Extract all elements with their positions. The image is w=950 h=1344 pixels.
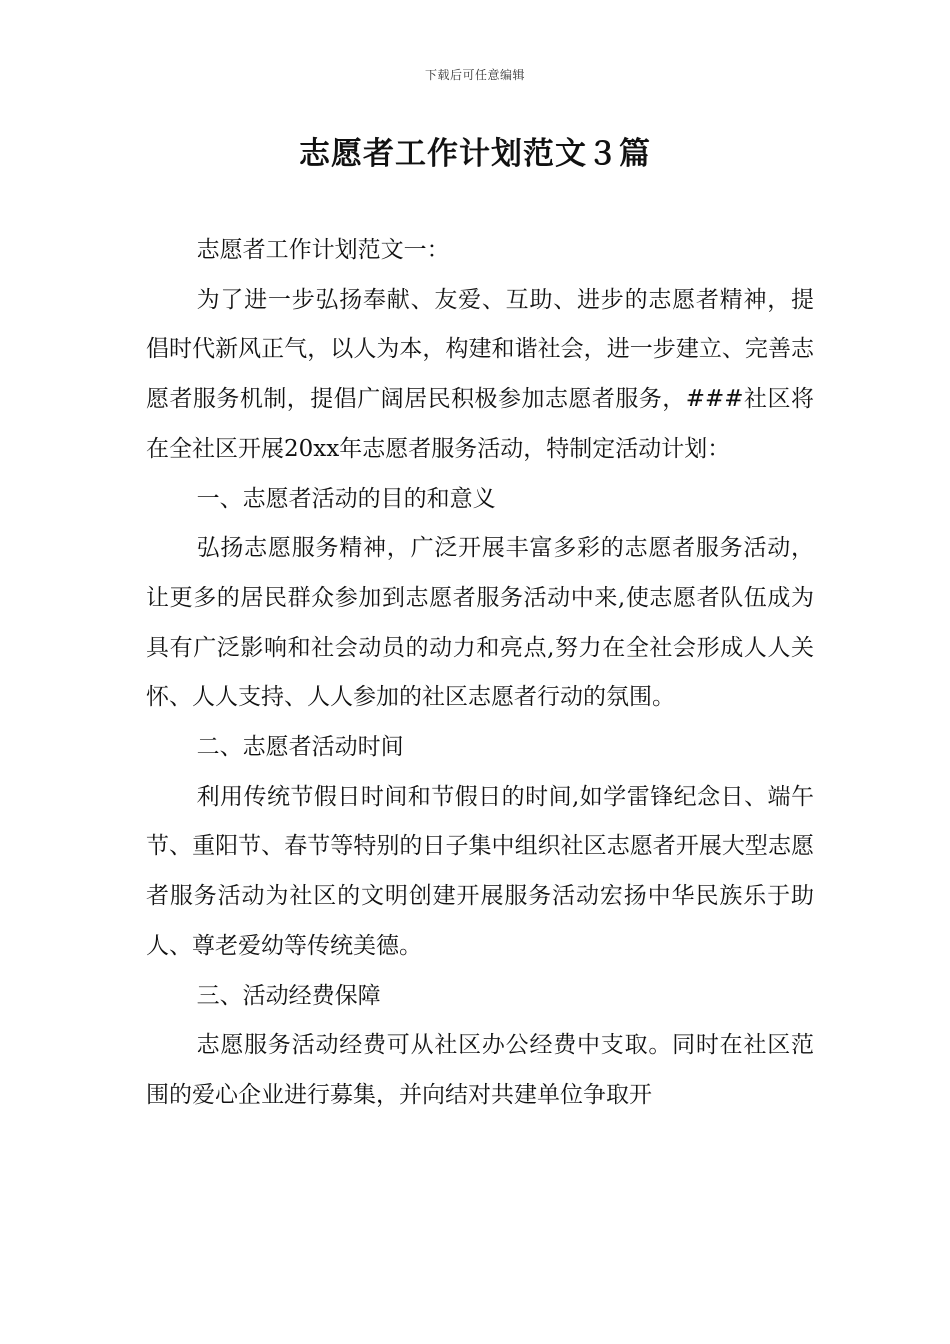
document-body	[146, 226, 814, 1121]
funding-paragraph: 志愿服务活动经费可从社区办公经费中支取。同时在社区范围的爱心企业进行募集，并向结对共建单位争取开	[146, 1032, 814, 1108]
header-note: 下载后可任意编辑	[424, 68, 525, 82]
section-heading-purpose: 一、志愿者活动的目的和意义	[196, 485, 496, 512]
section-intro-heading: 志愿者工作计划范文一：	[196, 237, 450, 263]
section-heading-time: 二、志愿者活动时间	[196, 734, 404, 761]
purpose-paragraph: 弘扬志愿服务精神，广泛开展丰富多彩的志愿者服务活动，让更多的居民群众参加到志愿者服务活动中来,使志愿者队伍成为具有广泛影响和社会动员的动力和亮点,努力在全社会形成人人关怀、人人支持、人人参加的社区志愿者行动的氛围。	[146, 535, 814, 711]
time-paragraph: 利用传统节假日时间和节假日的时间,如学雷锋纪念日、端午节、重阳节、春节等特别的日子集中组织社区志愿者开展大型志愿者服务活动为社区的文明创建开展服务活动宏扬中华民族乐于助人、尊老爱幼等传统美德。	[146, 783, 814, 959]
intro-paragraph: 为了进一步弘扬奉献、友爱、互助、进步的志愿者精神，提倡时代新风正气，以人为本，构建和谐社会，进一步建立、完善志愿者服务机制，提倡广阔居民积极参加志愿者服务，###社区将在全社区开展20xx年志愿者服务活动，特制定活动计划：	[146, 286, 814, 462]
document-title: 志愿者工作计划范文３篇	[299, 136, 651, 172]
section-heading-funding: 三、活动经费保障	[196, 982, 381, 1009]
